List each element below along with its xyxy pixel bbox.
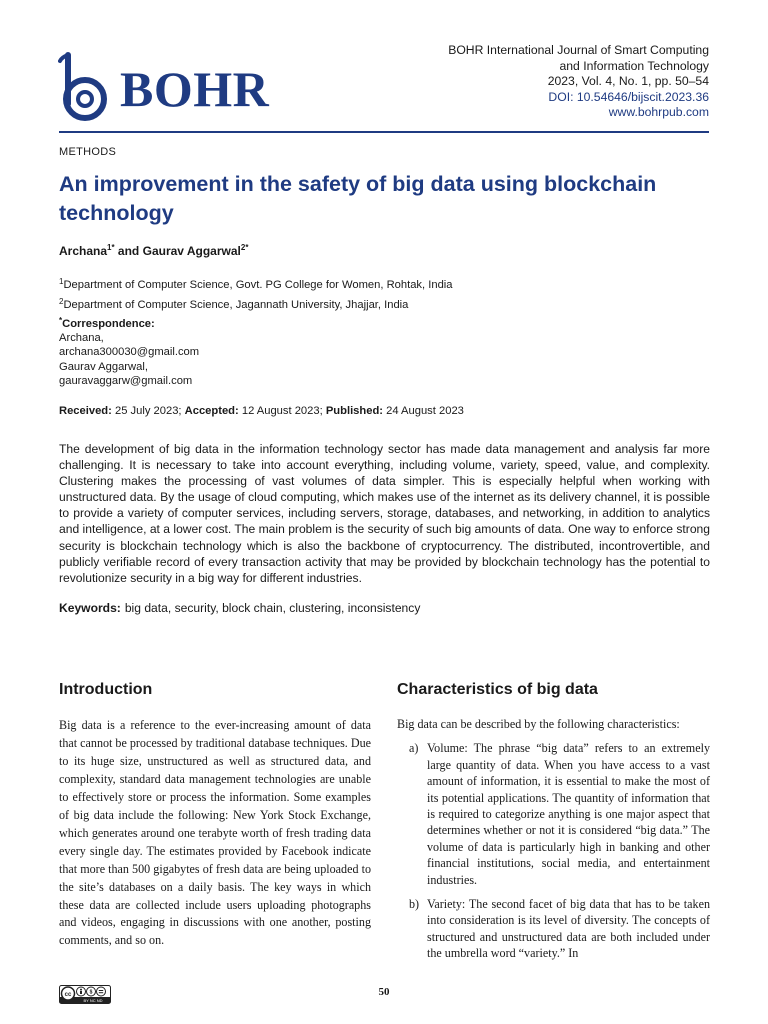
characteristics-heading: Characteristics of big data: [397, 681, 598, 698]
publisher-logo: [58, 52, 278, 122]
introduction-body: Big data is a reference to the ever-increasing amount of data that cannot be processed by traditional database techniques. Due to its huge size, unstructured as well as structured data, and complexity, standard data management technologies are unable to effectively store or process the information. Some examples of big data include the following: New York Stock Exchange, which generates around one terabyte worth of fresh trading data every single day. The estimates provided by Facebook indicate that more than 500 gigabytes of fresh data are being uploaded to the site’s databases on a daily basis. The key ways in which these data are collected include users uploading photographs and videos, engaging in discussions with one another, posting comments, and so on.: [59, 718, 371, 948]
journal-name-line1: BOHR International Journal of Smart Computing: [448, 43, 709, 57]
affiliation-number: 1: [59, 277, 64, 286]
affiliation-text: Department of Computer Science, Govt. PG College for Women, Rohtak, India: [63, 279, 453, 291]
author-name: Archana: [59, 244, 108, 258]
journal-citation: 2023, Vol. 4, No. 1, pp. 50–54: [547, 74, 709, 89]
affiliation-item: [59, 294, 453, 314]
keywords-text: big data, security, block chain, clustering, inconsistency: [124, 601, 421, 615]
list-marker: b): [409, 897, 420, 912]
journal-name-line2: and Information Technology: [559, 58, 709, 73]
correspondence-line: Archana,: [59, 332, 104, 345]
journal-info: [349, 43, 709, 121]
list-item: [397, 896, 710, 962]
correspondence-email[interactable]: gauravaggarw@gmail.com: [59, 374, 193, 387]
correspondence-block: [59, 314, 199, 388]
abstract: The development of big data in the information technology sector has made data management and analysis far more challenging. It is necessary to take into account everything, including volume, variety, speed, value, and complexity. Clustering makes the processing of vast volumes of data simpler. This is especially helpful when working with unstructured data. By the usage of cloud computing, which makes use of the internet as its delivery channel, it is possible to provide a variety of computer services, including servers, storage, databases, and networking, in addition to analytics and intelligence, at a lower cost. The main problem is the security of such big amounts of data. One way to enforce strong security is blockchain technology which is also the backbone of cryptocurrency. The distributed, incontrovertible, and publicly verifiable record of every transaction activity that may be provided by blockchain technology has the potential to revolutionize security in a big way for different industries.: [59, 442, 710, 585]
published-label: Published:: [325, 405, 384, 417]
keywords-label: Keywords:: [59, 601, 121, 615]
characteristics-body: [397, 716, 710, 970]
list-item: [397, 740, 710, 888]
article-title: An improvement in the safety of big data using blockchain technology: [59, 172, 657, 225]
affiliation-text: Department of Computer Science, Jagannath University, Jhajjar, India: [63, 298, 409, 311]
bohr-logo-icon: [58, 52, 118, 122]
affiliation-item: [59, 274, 453, 294]
correspondence-heading: [59, 314, 199, 331]
accepted-label: Accepted:: [184, 405, 239, 417]
doi-link[interactable]: DOI: 10.54646/bijscit.2023.36: [548, 89, 709, 104]
list-marker: a): [409, 741, 419, 756]
author-conjunction: and: [114, 244, 143, 258]
svg-text:$: $: [89, 989, 93, 996]
affiliations: [59, 274, 453, 313]
received-label: Received:: [59, 405, 112, 417]
section-label: METHODS: [59, 146, 117, 158]
correspondence-email[interactable]: archana300030@gmail.com: [59, 346, 200, 359]
header-divider: [59, 131, 709, 133]
publisher-wordmark: BOHR: [120, 61, 270, 117]
received-date: 25 July 2023;: [111, 405, 185, 417]
author-name: Gaurav Aggarwal: [142, 244, 241, 258]
correspondence-label: Correspondence:: [62, 318, 155, 330]
characteristics-lead: Big data can be described by the following characteristics:: [397, 717, 680, 731]
accepted-date: 12 August 2023;: [238, 405, 326, 417]
published-date: 24 August 2023: [383, 405, 464, 417]
author-affiliation-mark: 1*: [107, 243, 115, 252]
introduction-heading: Introduction: [59, 681, 153, 698]
author-affiliation-mark: 2*: [240, 243, 249, 252]
website-link[interactable]: www.bohrpub.com: [608, 105, 709, 120]
keywords: [59, 601, 420, 615]
svg-text:cc: cc: [64, 992, 72, 998]
list-item-text: Volume: The phrase “big data” refers to an extremely large quantity of data. When you have access to a vast amount of information, it is essential to make the most of its potential applications. The quantity of information that is required to categorize anything is one major aspect that determines whether or not it is considered “big data.” The volume of data is particularly high in banking and other financial institutions, social media, and entertainment industries.: [427, 741, 710, 887]
affiliation-number: 2: [59, 296, 64, 306]
correspondence-mark: *: [59, 316, 63, 325]
license-text: BY NC ND: [83, 998, 103, 1003]
publication-dates: [59, 405, 464, 417]
author-list: [59, 243, 248, 258]
list-item-text: Variety: The second facet of big data that has to be taken into consideration is its level of diversity. The concepts of structured and unstructured data are both included under the umbrella word “variety.” In: [427, 897, 710, 961]
correspondence-line: Gaurav Aggarwal,: [59, 360, 148, 373]
page-number: 50: [378, 986, 390, 998]
